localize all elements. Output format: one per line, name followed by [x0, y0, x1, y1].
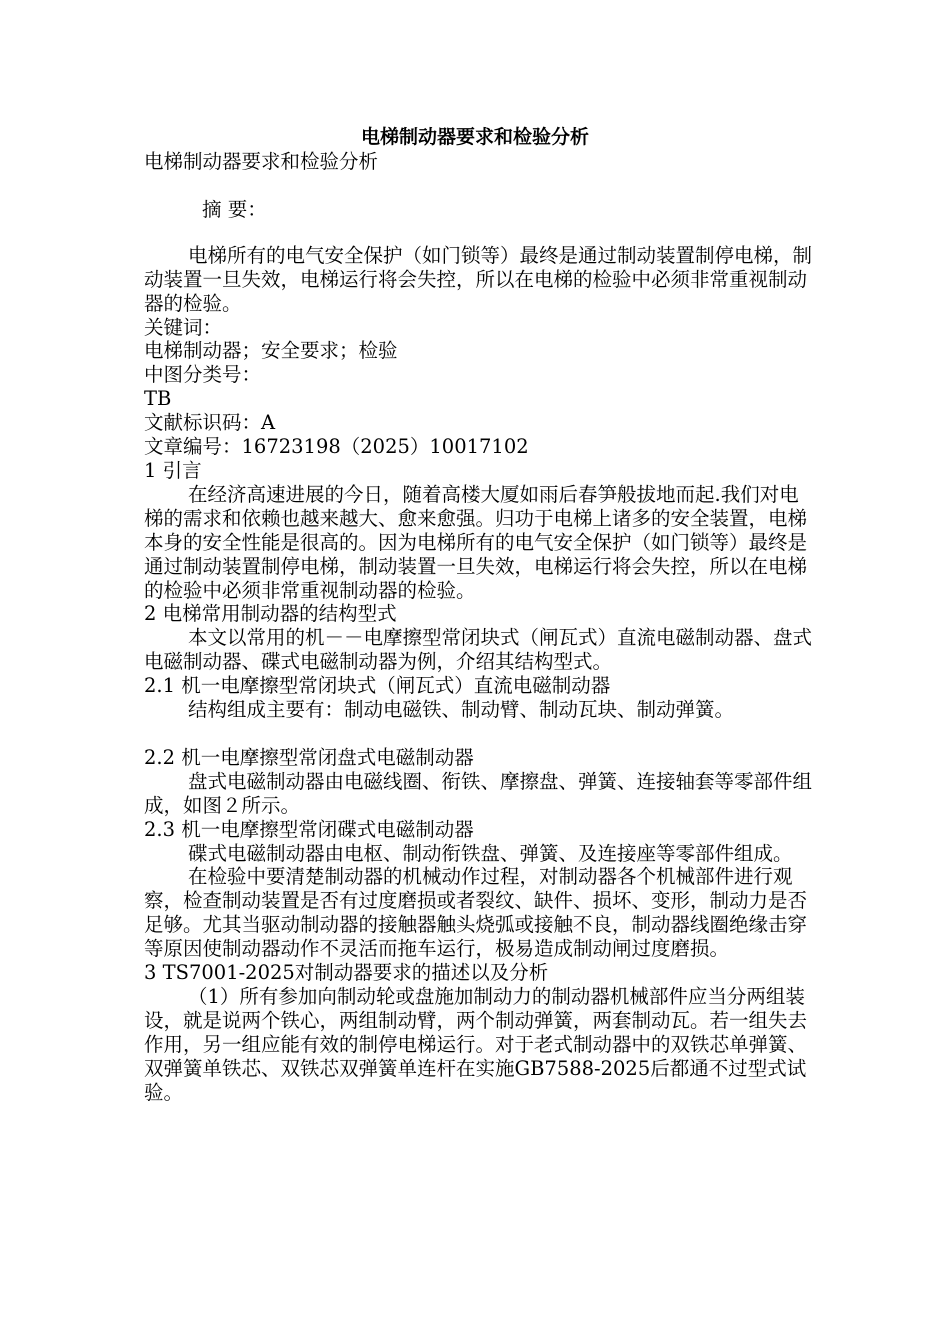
document-subtitle: 电梯制动器要求和检验分析 [144, 150, 379, 173]
section-3-paragraph-1: （1）所有参加向制动轮或盘施加制动力的制动器机械部件应当分两组装设，就是说两个铁心，两组制动臂，两个制动弹簧，两套制动瓦。若一组失去作用，另一组应能有效的制停电梯运行。对于老式制动器中的双铁芯单弹簧、双弹簧单铁芯、双铁芯双弹簧单连杆在实施GB7588-2025后都通不过型式试验。 [144, 985, 808, 1104]
abstract-label: 摘 要： [202, 197, 267, 221]
section-2-3-paragraph-2: 在检验中要清楚制动器的机械动作过程，对制动器各个机械部件进行观察，检查制动装置是否有过度磨损或者裂纹、缺件、损坏、变形，制动力是否足够。尤其当驱动制动器的接触器触头烧弧或接触不良，制动器线圈绝缘击穿等原因使制动器动作不灵活而拖车运行，极易造成制动闸过度磨损。 [144, 865, 808, 961]
article-number: 文章编号：16723198（2025）10017102 [144, 435, 529, 459]
section-2-2-heading: 2.2 机一电摩擦型常闭盘式电磁制动器 [144, 745, 474, 769]
section-2-paragraph: 本文以常用的机－－电摩擦型常闭块式（闸瓦式）直流电磁制动器、盘式电磁制动器、碟式电磁制动器为例，介绍其结构型式。 [144, 626, 813, 674]
section-2-2-paragraph: 盘式电磁制动器由电磁线圈、衔铁、摩擦盘、弹簧、连接轴套等零部件组成，如图２所示。 [144, 769, 813, 817]
keywords: 电梯制动器；安全要求；检验 [144, 339, 398, 363]
document-body [144, 150, 812, 1105]
section-2-heading: 2 电梯常用制动器的结构型式 [144, 602, 397, 626]
document-code: 文献标识码：A [144, 411, 276, 435]
section-2-1-paragraph: 结构组成主要有：制动电磁铁、制动臂、制动瓦块、制动弹簧。 [188, 698, 735, 722]
section-2-3-heading: 2.3 机一电摩擦型常闭碟式电磁制动器 [144, 817, 474, 841]
clc-code: TB [144, 387, 172, 411]
clc-label: 中图分类号： [144, 363, 262, 387]
document-title: 电梯制动器要求和检验分析 [360, 126, 589, 148]
section-2-1-heading: 2.1 机一电摩擦型常闭块式（闸瓦式）直流电磁制动器 [144, 674, 611, 698]
section-1-paragraph: 在经济高速进展的今日，随着高楼大厦如雨后春笋般拔地而起.我们对电梯的需求和依赖也越来越大、愈来愈强。归功于电梯上诸多的安全装置，电梯本身的安全性能是很高的。因为电梯所有的电气安全保护（如门锁等）最终是通过制动装置制停电梯，制动装置一旦失效，电梯运行将会失控，所以在电梯的检验中必须非常重视制动器的检验。 [144, 482, 808, 602]
section-3-heading: 3 TS7001-2025对制动器要求的描述以及分析 [144, 961, 549, 985]
keywords-label: 关键词： [144, 315, 223, 339]
section-2-3-paragraph-1: 碟式电磁制动器由电枢、制动衔铁盘、弹簧、及连接座等零部件组成。 [188, 841, 793, 865]
abstract-text: 电梯所有的电气安全保护（如门锁等）最终是通过制动装置制停电梯，制动装置一旦失效，电梯运行将会失控，所以在电梯的检验中必须非常重视制动器的检验。 [144, 243, 813, 315]
section-1-heading: 1 引言 [144, 458, 202, 482]
